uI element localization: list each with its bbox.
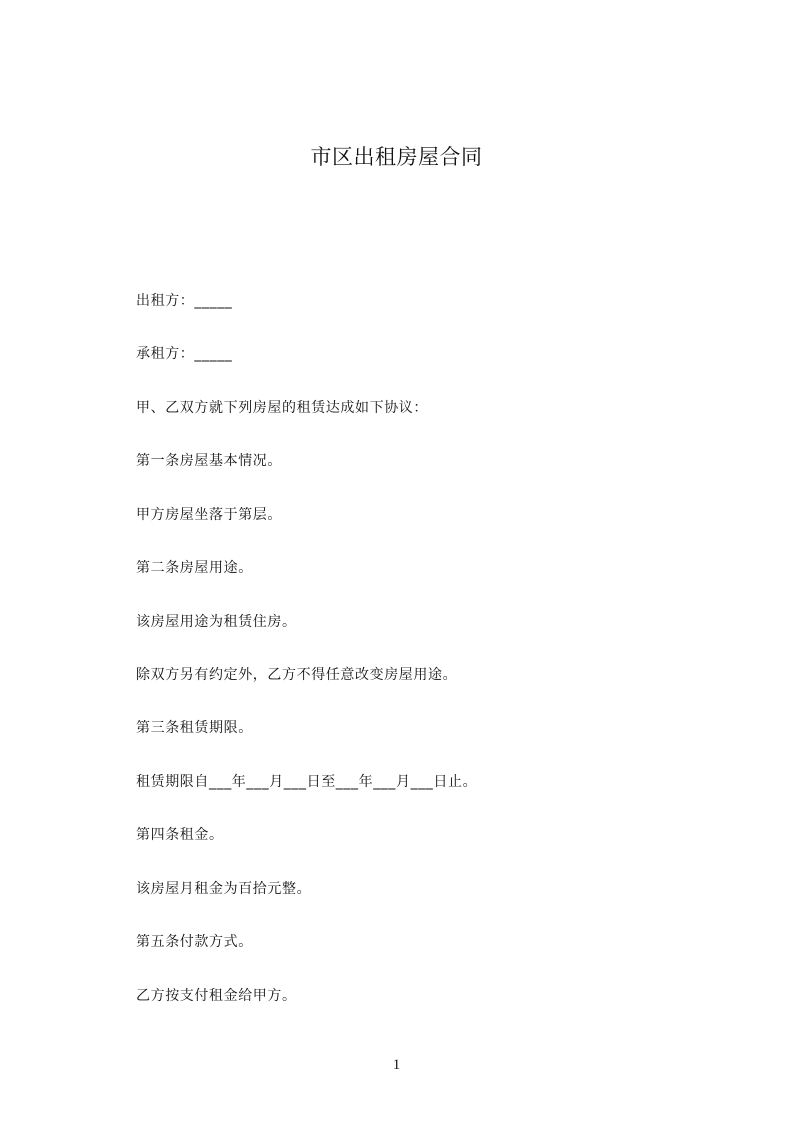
article-5-text: 乙方按支付租金给甲方。: [136, 988, 297, 1004]
document-title: 市区出租房屋合同: [310, 145, 483, 169]
article-4-text: 该房屋月租金为百拾元整。: [136, 881, 312, 897]
article-3-text: 租赁期限自___年___月___日至___年___月___日止。: [136, 774, 478, 790]
article-1-text: 甲方房屋坐落于第层。: [136, 507, 282, 523]
article-1-heading: 第一条房屋基本情况。: [136, 453, 282, 469]
agreement-intro: 甲、乙双方就下列房屋的租赁达成如下协议：: [136, 400, 428, 416]
article-2-text-1: 该房屋用途为租赁住房。: [136, 614, 297, 630]
article-4-heading: 第四条租金。: [136, 827, 224, 843]
lessor-line: 出租方：_____: [136, 293, 233, 309]
article-2-heading: 第二条房屋用途。: [136, 560, 253, 576]
article-2-text-2: 除双方另有约定外，乙方不得任意改变房屋用途。: [136, 667, 458, 683]
lessee-line: 承租方：_____: [136, 346, 233, 362]
article-3-heading: 第三条租赁期限。: [136, 720, 253, 736]
article-5-heading: 第五条付款方式。: [136, 934, 253, 950]
page-number: 1: [392, 1057, 401, 1073]
